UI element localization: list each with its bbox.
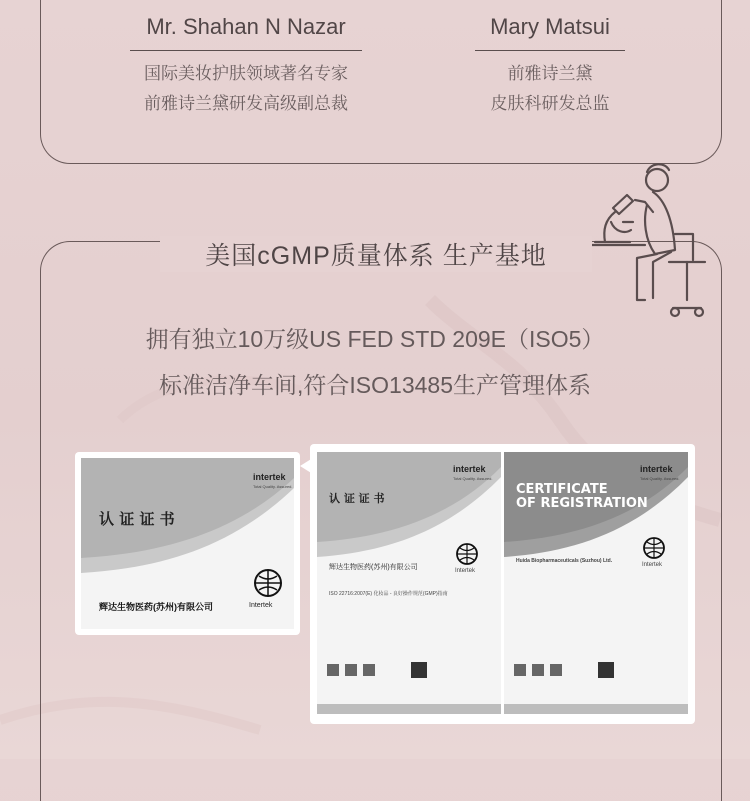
intertek-logo: intertek xyxy=(640,464,673,474)
expert-2 xyxy=(475,14,625,119)
expert-name: Mr. Shahan N Nazar xyxy=(130,14,362,51)
certificate-heading: CERTIFICATE xyxy=(516,482,608,497)
facility-description xyxy=(60,316,690,408)
certificate-heading: 认 证 证 书 xyxy=(99,510,175,528)
section-title: 美国cGMP质量体系 生产基地 xyxy=(160,236,592,272)
expert-name: Mary Matsui xyxy=(475,14,625,51)
certificate-paper xyxy=(81,458,294,629)
certificate-mark-label: Intertek xyxy=(455,568,476,574)
expert-title: 皮肤科研发总监 xyxy=(490,94,610,113)
expert-title: 前雅诗兰黛 xyxy=(507,64,593,83)
globe-icon xyxy=(455,542,479,566)
description-line: 标准洁净车间,符合ISO13485生产管理体系 xyxy=(159,372,591,398)
accreditation-marks-icon xyxy=(514,662,678,682)
certificate-mark-label: Intertek xyxy=(249,602,273,609)
expert-title: 前雅诗兰黛研发高级副总裁 xyxy=(144,94,348,113)
expert-title: 国际美妆护肤领域著名专家 xyxy=(144,64,348,83)
logo-tagline: Total Quality. Assured. xyxy=(253,484,293,489)
expert-1 xyxy=(130,14,362,119)
globe-icon xyxy=(642,536,666,560)
certificate-company: Huida Biopharmaceuticals (Suzhou) Ltd. xyxy=(516,558,613,564)
certificate-heading-line2: OF REGISTRATION xyxy=(516,496,648,511)
logo-tagline: Total Quality. Assured. xyxy=(640,476,680,481)
accreditation-marks-icon xyxy=(327,662,491,682)
intertek-logo: intertek xyxy=(453,464,486,474)
certificate-card-right xyxy=(310,444,695,724)
certificate-footer-strip xyxy=(504,704,688,714)
certificate-card-left xyxy=(75,452,300,635)
certificate-company: 辉达生物医药(苏州)有限公司 xyxy=(99,602,213,612)
certificate-footer-strip xyxy=(317,704,501,714)
globe-icon xyxy=(253,568,283,598)
certificate-paper xyxy=(317,452,501,714)
scientist-microscope-icon xyxy=(575,150,725,330)
certificate-heading: 认 证 证 书 xyxy=(329,492,385,505)
certificate-company: 辉达生物医药(苏州)有限公司 xyxy=(329,564,418,571)
logo-tagline: Total Quality. Assured. xyxy=(453,476,493,481)
certificate-mark-label: Intertek xyxy=(642,562,663,568)
certificate-standard: ISO 22716:2007(E) 化妆品 - 良好操作规范(GMP)指南 xyxy=(329,591,448,597)
certificate-paper xyxy=(504,452,688,714)
intertek-logo: intertek xyxy=(253,472,286,482)
description-line: 拥有独立10万级US FED STD 209E（ISO5） xyxy=(145,326,605,352)
